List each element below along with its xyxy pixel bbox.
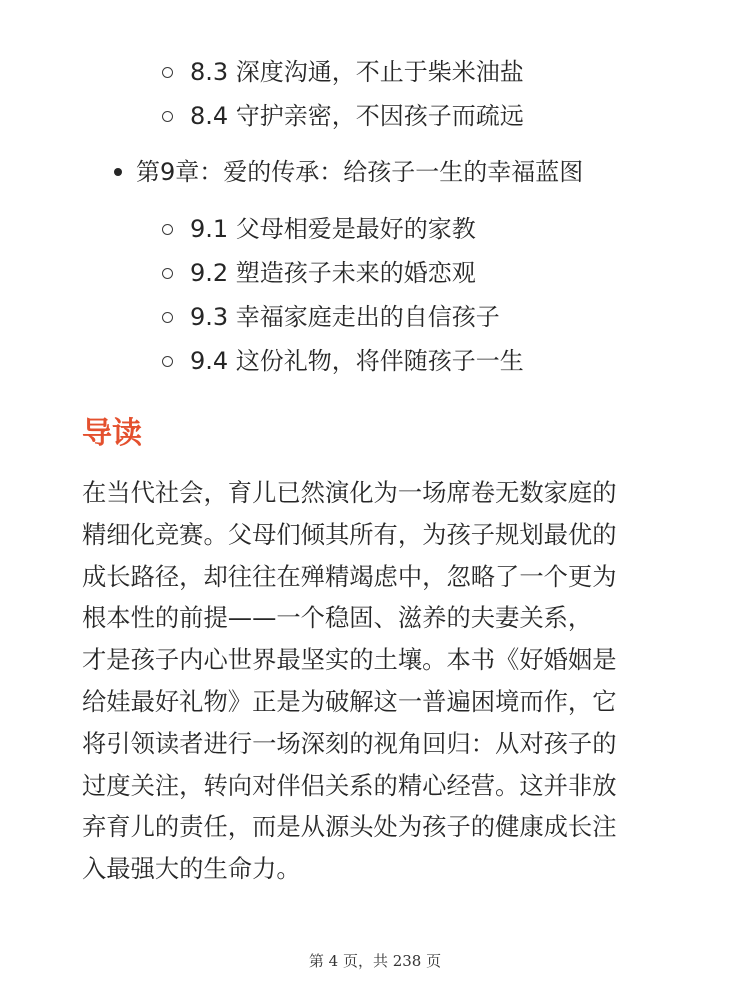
toc-chapter-9[interactable] <box>114 150 583 194</box>
filled-bullet-icon <box>114 168 122 176</box>
toc-chapter-title: 第9章：爱的传承：给孩子一生的幸福蓝图 <box>136 158 584 186</box>
paragraph-line: 成长路径，却往往在殚精竭虑中，忽略了一个更为 <box>82 561 617 591</box>
toc-item-label: 9.2 塑造孩子未来的婚恋观 <box>190 259 476 287</box>
toc-item-label: 9.1 父母相爱是最好的家教 <box>190 215 476 243</box>
hollow-bullet-icon <box>162 268 173 279</box>
hollow-bullet-icon <box>162 67 173 78</box>
toc-item-8-3[interactable] <box>162 50 524 94</box>
toc-item-9-4[interactable] <box>162 339 524 383</box>
toc-item-9-3[interactable] <box>162 295 524 339</box>
toc-item-label: 9.4 这份礼物，将伴随孩子一生 <box>190 347 524 375</box>
toc-item-label: 8.4 守护亲密，不因孩子而疏远 <box>190 102 524 130</box>
paragraph-line: 在当代社会，育儿已然演化为一场席卷无数家庭的 <box>82 478 617 507</box>
hollow-bullet-icon <box>162 312 173 323</box>
toc-item-9-2[interactable] <box>162 251 524 295</box>
paragraph-line: 弃育儿的责任，而是从源头处为孩子的健康成长注 <box>82 812 617 842</box>
paragraph-line: 根本性的前提——一个稳固、滋养的夫妻关系， <box>82 603 593 633</box>
paragraph-line: 将引领读者进行一场深刻的视角回归：从对孩子的 <box>82 728 617 758</box>
paragraph-line: 才是孩子内心世界最坚实的土壤。本书《好婚姻是 <box>82 645 617 675</box>
paragraph-line: 过度关注，转向对伴侣关系的精心经营。这并非放 <box>82 770 617 800</box>
toc-chapter8-sections <box>162 50 524 138</box>
toc-item-9-1[interactable] <box>162 207 524 251</box>
intro-paragraph <box>82 472 682 890</box>
paragraph-line: 给娃最好礼物》正是为破解这一普遍困境而作，它 <box>82 686 617 716</box>
hollow-bullet-icon <box>162 111 173 122</box>
hollow-bullet-icon <box>162 224 173 235</box>
toc-chapter9-sections <box>162 207 524 383</box>
toc-item-8-4[interactable] <box>162 94 524 138</box>
hollow-bullet-icon <box>162 356 173 367</box>
page-number-footer: 第 4 页，共 238 页 <box>308 952 442 970</box>
paragraph-line: 精细化竞赛。父母们倾其所有，为孩子规划最优的 <box>82 519 617 549</box>
paragraph-line: 入最强大的生命力。 <box>82 854 301 884</box>
toc-item-label: 9.3 幸福家庭走出的自信孩子 <box>190 303 500 331</box>
toc-item-label: 8.3 深度沟通，不止于柴米油盐 <box>190 58 524 86</box>
intro-heading: 导读 <box>82 416 142 451</box>
